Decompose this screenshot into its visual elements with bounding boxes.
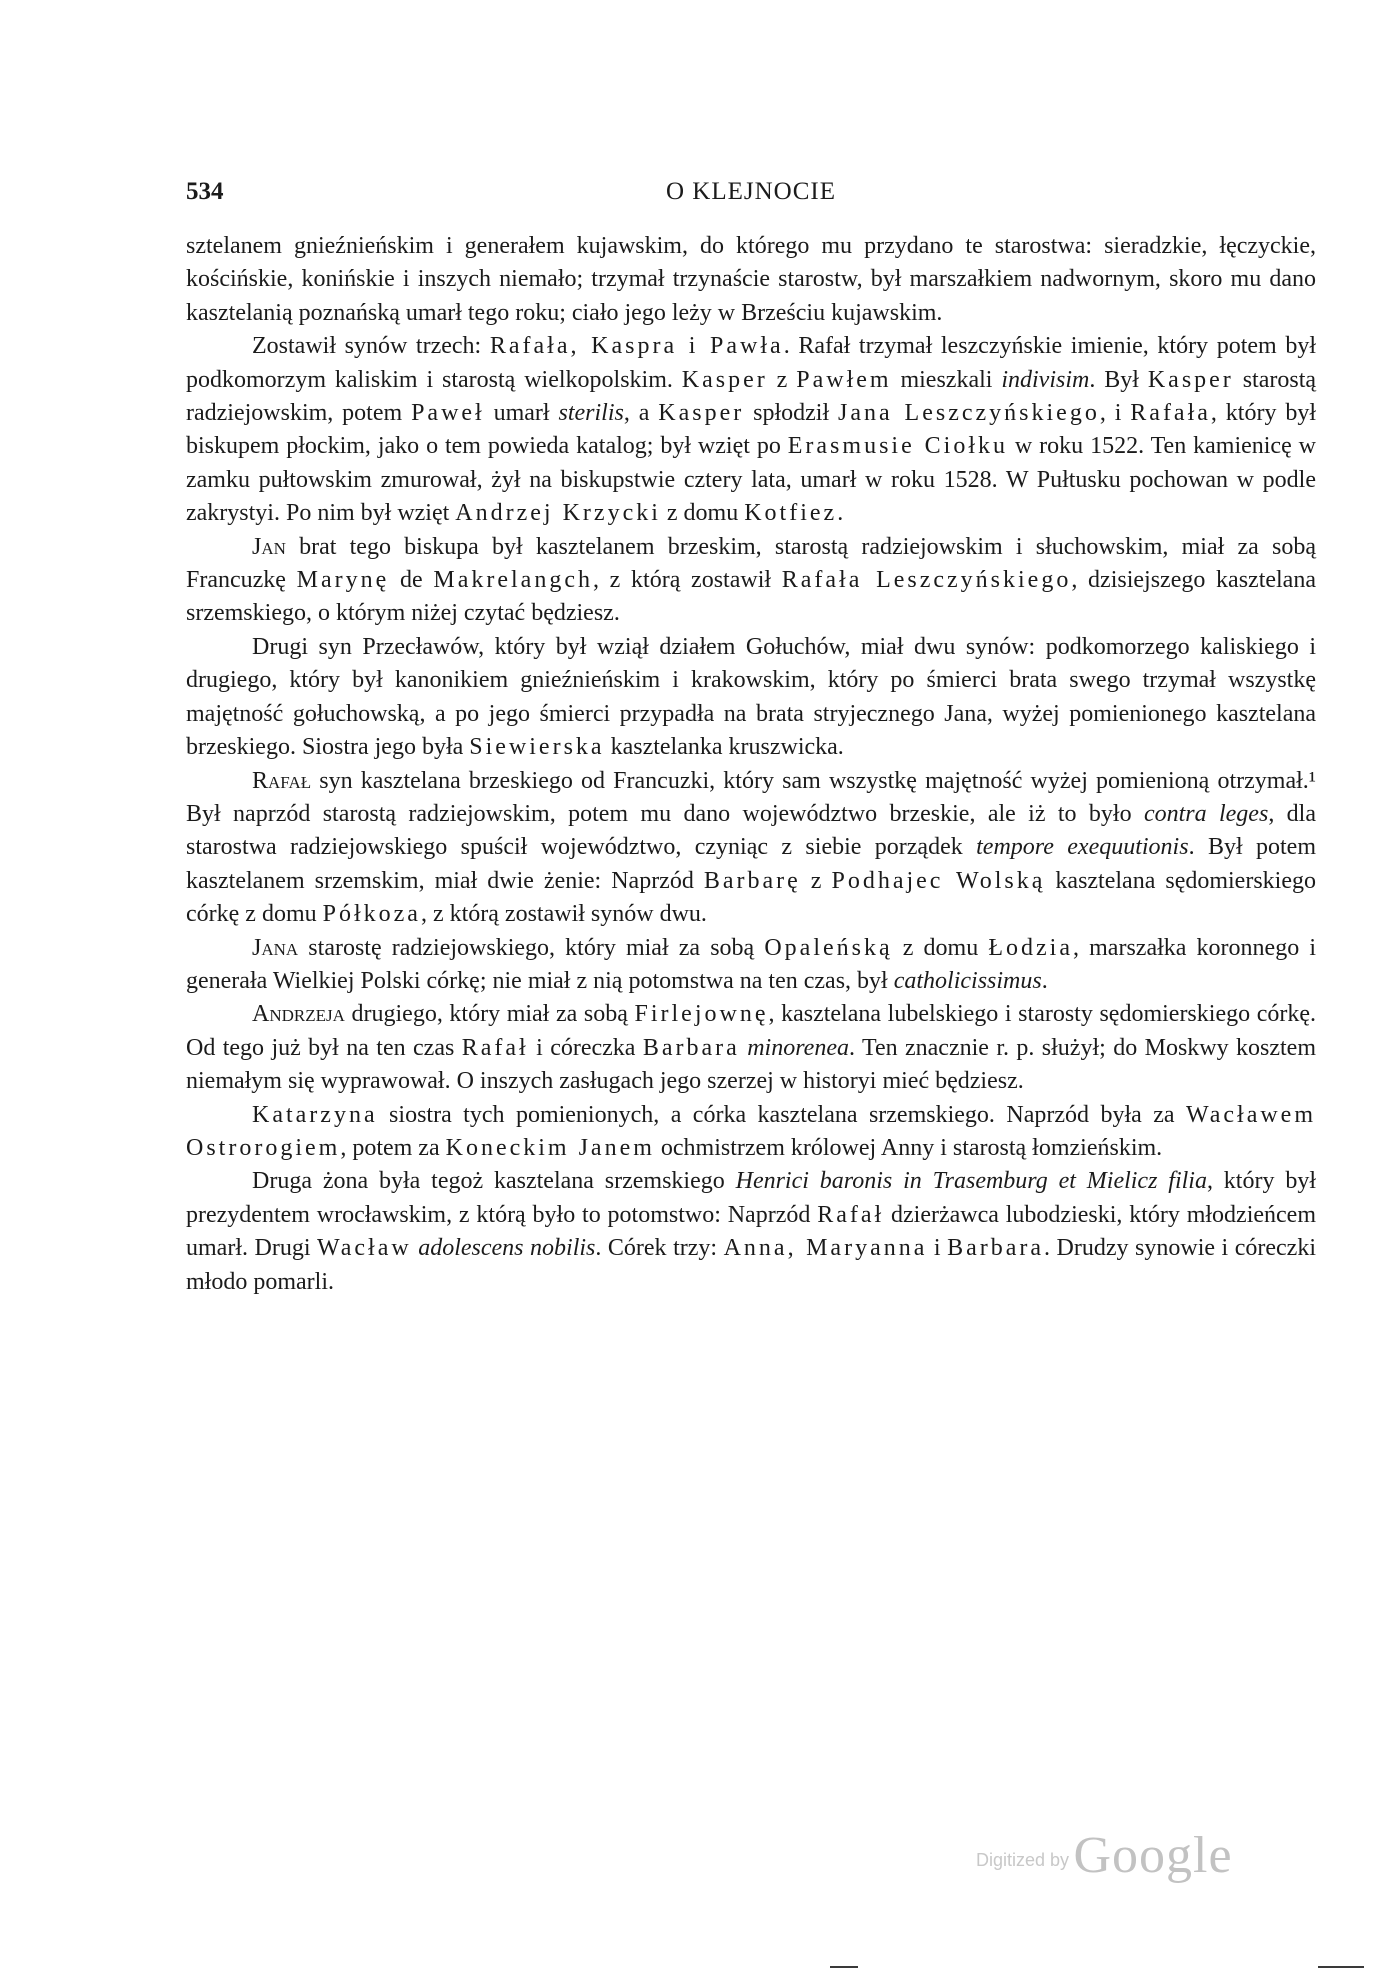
proper-name: Podhajec Wolską bbox=[831, 867, 1046, 894]
text-run: , dzisiejszego kasztelana srzemskiego, o którym niżej czytać będziesz. bbox=[186, 567, 1316, 627]
proper-name: Pawłem bbox=[796, 366, 892, 393]
proper-name: Kotfiez bbox=[744, 500, 838, 527]
paragraph bbox=[186, 230, 1316, 330]
text-run: , kasztelana lubelskiego i starosty sędomierskiego córkę. Od tego już był na ten czas bbox=[186, 1001, 1317, 1061]
digitized-by-google-watermark bbox=[976, 1826, 1233, 1885]
text-run: . bbox=[837, 500, 844, 527]
proper-name: Rafał bbox=[461, 1034, 529, 1061]
proper-name: Koneckim Janem bbox=[445, 1134, 655, 1161]
text-run: Druga żona była tegoż kasztelana srzemskiego bbox=[252, 1168, 736, 1195]
proper-name: Jana Leszczyńskiego bbox=[838, 400, 1100, 427]
page-number: 534 bbox=[186, 178, 224, 205]
text-run: . Był bbox=[1089, 366, 1148, 393]
proper-name: Łodzia bbox=[988, 934, 1073, 961]
paragraph bbox=[186, 631, 1316, 765]
latin-phrase: minorenea bbox=[747, 1034, 849, 1061]
proper-name: Marynę bbox=[296, 567, 390, 594]
text-run: , a bbox=[623, 400, 659, 427]
text-run: starostę radziejowskiego, który miał za sobą bbox=[298, 934, 765, 961]
proper-name: Anna, Maryanna bbox=[723, 1235, 928, 1262]
latin-phrase: catholicissimus bbox=[893, 967, 1042, 994]
latin-phrase: contra leges bbox=[1143, 800, 1269, 827]
text-run: siostra tych pomienionych, a córka kasztelana srzemskiego. Naprzód była za bbox=[377, 1101, 1186, 1128]
proper-name: Erasmusie Ciołku bbox=[787, 433, 1008, 460]
text-run: sztelanem gnieźnieńskim i generałem kujawskim, do którego mu przydano te starostwa: sieradzkie, łęczyckie, kościńskie, konińskie i inszych niemało; trzymał trzynaście starostw, był marszałkiem nadwornym, skoro mu dano kasztelanią poznańską umarł tego roku; ciało jego leży w Brześciu kujawskim. bbox=[186, 233, 1316, 326]
text-run: . bbox=[1041, 967, 1048, 994]
text-run: z bbox=[767, 366, 797, 393]
proper-name: Kasper bbox=[1147, 366, 1234, 393]
proper-name: Wacławem Ostrorogiem bbox=[186, 1101, 1316, 1161]
running-title: O KLEJNOCIE bbox=[665, 178, 836, 205]
text-run: ochmistrzem królowej Anny i starostą łomzieńskim. bbox=[654, 1134, 1163, 1161]
scan-artifact-mark bbox=[830, 1966, 858, 1968]
paragraph bbox=[186, 330, 1316, 530]
proper-name: Rafał bbox=[252, 767, 312, 794]
proper-name: Wacław bbox=[317, 1235, 412, 1262]
proper-name: Barbara bbox=[947, 1235, 1045, 1262]
proper-name: Półkoza bbox=[322, 901, 421, 928]
proper-name: Kasper bbox=[658, 400, 745, 427]
text-run: . Ten znacznie r. p. służył; do Moskwy kosztem niemałym się wyprawował. O inszych zasługach jego szerzej w historyi mieć będziesz. bbox=[186, 1034, 1316, 1095]
proper-name: Rafała, Kaspra i Pawła bbox=[489, 333, 784, 360]
body-text bbox=[186, 230, 1316, 1299]
text-run: , dla starostwa radziejowskiego spuścił województwo, czyniąc z siebie porządek bbox=[186, 800, 1317, 861]
proper-name: Katarzyna bbox=[252, 1101, 378, 1128]
text-run: w roku 1522. Ten kamienicę w zamku pułtowskim zmurował, żył na biskupstwie cztery lata, umarł w roku 1528. W Pułtusku pochowan w podle zakrystyi. Po nim był wzięt bbox=[186, 433, 1316, 527]
text-run: Zostawił synów trzech: bbox=[252, 333, 490, 360]
text-run: drugiego, który miał za sobą bbox=[344, 1001, 635, 1028]
paragraph bbox=[186, 1165, 1316, 1299]
text-run: brat tego biskupa był kasztelanem brzeskim, starostą radziejowskim i słuchowskim, miał za sobą Francuzkę bbox=[186, 533, 1316, 594]
proper-name: Rafała Leszczyńskiego bbox=[781, 567, 1072, 594]
proper-name: Rafał bbox=[817, 1201, 885, 1228]
text-run: i córeczka bbox=[528, 1034, 643, 1061]
proper-name: Opaleńską bbox=[764, 934, 893, 961]
proper-name: Siewierska bbox=[469, 734, 605, 761]
text-run: . Córek trzy: bbox=[595, 1235, 724, 1262]
text-run: mieszkali bbox=[891, 366, 1002, 393]
proper-name: Kasper bbox=[681, 366, 768, 393]
digitized-by-text: Digitized by bbox=[976, 1850, 1070, 1870]
proper-name: Paweł bbox=[411, 400, 485, 427]
proper-name: Jana bbox=[252, 934, 299, 961]
text-run: . Był potem kasztelanem srzemskim, miał dwie żenie: Naprzód bbox=[186, 834, 1316, 894]
latin-phrase: adolescens nobilis bbox=[418, 1235, 596, 1262]
text-run: z domu bbox=[660, 500, 745, 527]
paragraph bbox=[186, 531, 1316, 631]
paragraph bbox=[186, 1099, 1316, 1166]
proper-name: Rafała bbox=[1130, 400, 1211, 427]
page-header bbox=[186, 178, 1316, 218]
proper-name: Andrzeja bbox=[252, 1001, 345, 1028]
latin-phrase: tempore exequutionis bbox=[976, 834, 1189, 861]
text-run: kasztelana sędomierskiego córkę z domu bbox=[186, 867, 1316, 928]
text-run: de bbox=[389, 567, 434, 594]
text-run: kasztelanka kruszwicka. bbox=[604, 734, 844, 761]
text-run: . Rafał trzymał leszczyńskie imienie, który potem był podkomorzym kaliskim i starostą wielkopolskim. bbox=[186, 333, 1316, 393]
scan-artifact-mark bbox=[1318, 1966, 1364, 1968]
text-run: spłodził bbox=[744, 400, 839, 427]
text-run: umarł bbox=[484, 400, 559, 427]
proper-name: Jan bbox=[252, 533, 286, 560]
text-run: Drugi syn Przecławów, który był wziął działem Gołuchów, miał dwu synów: podkomorzego kaliskiego i drugiego, który był kanonikiem gnieźnieńskim i krakowskim, który po śmierci brata swego trzymał wszystkę majętność gołuchowską, a po jego śmierci przypadła na brata stryjecznego Jana, wyżej pomienionego kasztelana brzeskiego. Siostra jego była bbox=[186, 633, 1316, 761]
text-run: z domu bbox=[892, 934, 989, 961]
text-run: , który był prezydentem wrocławskim, z którą było to potomstwo: Naprzód bbox=[186, 1168, 1316, 1228]
text-run: i bbox=[927, 1235, 948, 1262]
text-run: , który był biskupem płockim, jako o tem powieda katalog; był wzięt po bbox=[186, 400, 1317, 460]
text-run: , i bbox=[1099, 400, 1131, 427]
text-run: starostą radziejowskim, potem bbox=[186, 366, 1317, 427]
paragraph bbox=[186, 765, 1316, 932]
paragraph bbox=[186, 932, 1316, 999]
text-run: z bbox=[800, 867, 832, 894]
proper-name: Barbara bbox=[642, 1034, 740, 1061]
paragraph bbox=[186, 998, 1316, 1098]
document-page bbox=[186, 0, 1316, 1985]
proper-name: Makrelangch bbox=[433, 567, 593, 594]
latin-phrase: Henrici baronis in Trasemburg et Mielicz filia bbox=[735, 1168, 1207, 1195]
text-run: , z którą zostawił bbox=[592, 567, 782, 594]
text-run: , z którą zostawił synów dwu. bbox=[420, 901, 707, 928]
latin-phrase: indivisim bbox=[1001, 366, 1090, 393]
text-run: , marszałka koronnego i generała Wielkiej Polski córkę; nie miał z nią potomstwa na ten czas, był bbox=[186, 934, 1316, 994]
proper-name: Firlejownę bbox=[634, 1001, 769, 1028]
proper-name: Andrzej Krzycki bbox=[455, 500, 661, 527]
text-run: . Drudzy synowie i córeczki młodo pomarli. bbox=[186, 1235, 1316, 1295]
google-logo: Google bbox=[1073, 1827, 1233, 1884]
text-run: dzierżawca lubodzieski, który młodzieńcem umarł. Drugi bbox=[186, 1201, 1317, 1262]
latin-phrase: sterilis bbox=[558, 400, 624, 427]
proper-name: Barbarę bbox=[703, 867, 801, 894]
text-run: , potem za bbox=[340, 1134, 446, 1161]
text-run: syn kasztelana brzeskiego od Francuzki, który sam wszystkę majętność wyżej pomienioną otrzymał.¹ Był naprzód starostą radziejowskim, potem mu dano województwo brzeskie, ale iż to było bbox=[186, 767, 1316, 827]
